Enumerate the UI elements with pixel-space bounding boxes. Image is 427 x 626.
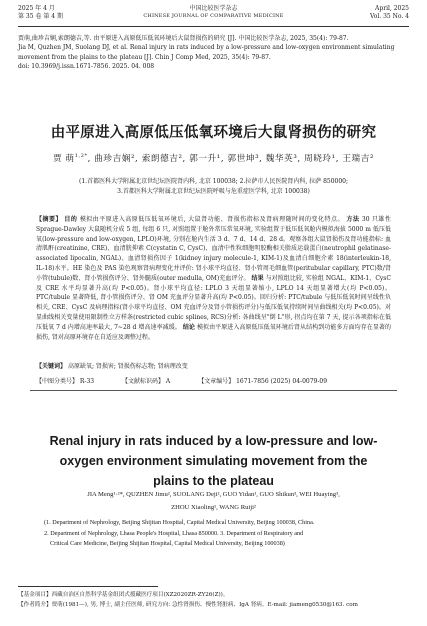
header-right [370, 5, 409, 20]
section-rule [30, 390, 397, 391]
header-volume-en: Vol. 35 No. 4 [369, 12, 409, 20]
affiliations-cn [30, 177, 397, 196]
conclusion-label: 结论 [182, 323, 195, 331]
citation-cn: 贾萌,曲珍吉娴,索朗德吉,等. 由平原进入高原低压低氧环境后大鼠肾损伤的研究 [J]. 中国比较医学杂志, 2025, 35(4): 79-87. [18, 35, 349, 42]
results-label: 结果 [251, 274, 264, 282]
authors-en-line: ZHOU Xiaoling¹, WANG Ruiji² [171, 504, 256, 511]
fund-note: 【基金项目】西藏自治区自然科学基金组团式援藏医疗项目(XZ2020ZR-ZY26(Z))。 [18, 592, 229, 598]
clc-number: 【中图分类号】 R-33 [36, 378, 95, 385]
header-center [18, 5, 409, 20]
journal-name-en: CHINESE JOURNAL OF COMPARATIVE MEDICINE [143, 12, 284, 19]
affiliation-cn-line: 3.首都医科大学附属北京世纪坛医院呼吸与危重症医学科, 北京 100038) [117, 187, 310, 195]
affiliation-en-line: (1. Department of Nephrology, Beijing Shijitan Hospital, Capital Medical University, Beijing 100038, China. [44, 519, 315, 526]
authors-cn [0, 152, 427, 164]
objective-label: 目的 [64, 216, 78, 223]
classification-line [36, 376, 391, 385]
header-rule [18, 26, 409, 27]
abstract-cn [36, 215, 391, 342]
keywords-text: 高原缺氧; 肾损害; 肾损伤标志物; 肾病理改变 [67, 363, 188, 370]
authors-en-line: JIA Meng¹·²*, QUZHEN Jimu², SUOLANG Deji², GUO Yidan¹, GUO Shikun³, WEI Huaying³, [87, 491, 340, 498]
first-author-cn: 贾 萌 [52, 154, 75, 164]
affiliation-en-line: 2. Department of Nephrology, Lhasa People's Hospital, Lhasa 850000. 3. Department of Respiratory and [44, 529, 304, 537]
doi[interactable]: doi: 10.3969/j.issn.1671-7856. 2025. 04. 008 [18, 62, 155, 70]
methods-label: 方法 [346, 216, 360, 223]
first-author-sup: 1,2* [74, 153, 88, 160]
affiliation-cn-line: (1.首都医科大学附属北京世纪坛医院肾内科, 北京 100038; 2.拉萨市人民医院肾内科, 拉萨 850000; [79, 178, 348, 185]
journal-name-cn: 中国比较医学杂志 [189, 5, 238, 12]
affiliations-en [44, 518, 387, 550]
header-volume-cn: 第 35 卷 第 4 期 [18, 12, 63, 20]
title-cn: 由平原进入高原低压低氧环境后大鼠肾损伤的研究 [50, 124, 377, 141]
author-note: 【作者简介】贾萌(1981—), 男, 博士, 副主任医师, 研究方向: 急性肾损伤、慢性肾脏病、IgA 肾病。E-mail: jiameng0530@163. com [18, 602, 358, 608]
article-number: 【文章编号】 1671-7856 (2025) 04-0079-09 [198, 378, 328, 385]
results-text: 与对照组比较, 实验组 NGAL、KIM-1、CysC 及 CRE 水平均显著升高(均 P<0.05)。肾小球平均直径: LPLO 3 天组显著缩小, LPLO 14 天组显著增大(均 P<0.05)。PTC/tubule 显著降低, 肾小管损伤评分、肾 OM 充血评分显著升高(均 P<0.05)。回归分析: PTC/tubule 与低压低氧时间呈线性负相关, CRE、CysC 及病理指标(肾小球平均直径、OM 充血评分及肾小管损伤评分)与低压低氧持续时间呈曲线相关(均 P<0.05)。对显曲线相关变量使用限制性立方样条(restricted cubic splines, RCS)分析: 各曲线呈"倒 L"形, 拐点均在第 7 天, 提示各项指标在低压低氧 7 d 内增高速率最大, 7~28 d 增高速率减缓。 [36, 274, 391, 331]
keywords-label: 【关键词】 [36, 363, 67, 370]
footnote-rule [18, 586, 158, 587]
authors-en [40, 488, 387, 514]
header-date-cn: 2025 年 4 月 [18, 5, 55, 12]
affiliation-en-line: Critical Care Medicine, Beijing Shijitan Hospital, Capital Medical University, Beijing 100038) [50, 540, 285, 547]
citation-block [18, 34, 409, 71]
footnotes [18, 590, 409, 610]
other-authors-cn: , 曲珍吉娴², 索朗德吉², 郭一升¹, 郭世坤³, 魏华英³, 周晓玲¹, 王瑞吉² [87, 154, 374, 164]
journal-header [18, 5, 409, 27]
keywords-cn [36, 361, 391, 370]
title-en: Renal injury in rats induced by a low-pressure and low-oxygen environment simulating movement from the plains to the plateau [49, 434, 378, 488]
conclusion-text: 模拟由平原进入高原低压低氧环境后肾从结构到功能多方面均存在显著的损伤, 肾对高原环境存在自适应及调整过程。 [36, 323, 391, 341]
abstract-label: 【摘要】 [36, 216, 62, 223]
header-date-en: April, 2025 [375, 5, 409, 12]
methods-text: 30 只雄性 Sprague-Dawley 大鼠随机分成 5 组, 每组 6 只, 对照组置于舱外常压常氧环境, 实验组置于低压低氧舱内模拟海拔 5000 m 低压低氧(low-pressure and low-oxygen, LPLO)环境, 分别在舱内生活 3 d、7 d、14 d、28 d。观察各组大鼠肾损伤及肾功能指标: 血清肌酐(creatinine, CRE)、血清胱抑素 C(cystatin C, CysC)、血清中性粒细胞明胶酶相关脂质运载蛋白(neutrophil gelatinase-associated lipocalin, NGAL)、血清肾损伤因子 1(kidney injury molecule-1, KIM-1)及血清白细胞介素 18(interleukin-18, IL-18)水平。HE 染色及 PAS 染色观察肾病理变化并评价: 肾小球平均直径、肾小管周毛细血管(peritubular capillary, PTC)数/肾小管(tubule)数、肾小管损伤评分、肾外髓质(outer medulla, OM)充血评分。 [36, 216, 391, 282]
document-code: 【文献标识码】 A [122, 378, 171, 385]
objective-text: 模拟由平原进入高原低压低氧环境后, 大鼠肾功能、肾损伤指标及肾病理随时间的变化特点。 [79, 216, 345, 223]
citation-en: Jia M, Quzhen JM, Suolang DJ, et al. Renal injury in rats induced by a low-pressure and low-oxygen environment simulating movement from the plains to the plateau [J]. Chin J Comp Med, 2025, 35(4): 79-87. [18, 44, 395, 61]
